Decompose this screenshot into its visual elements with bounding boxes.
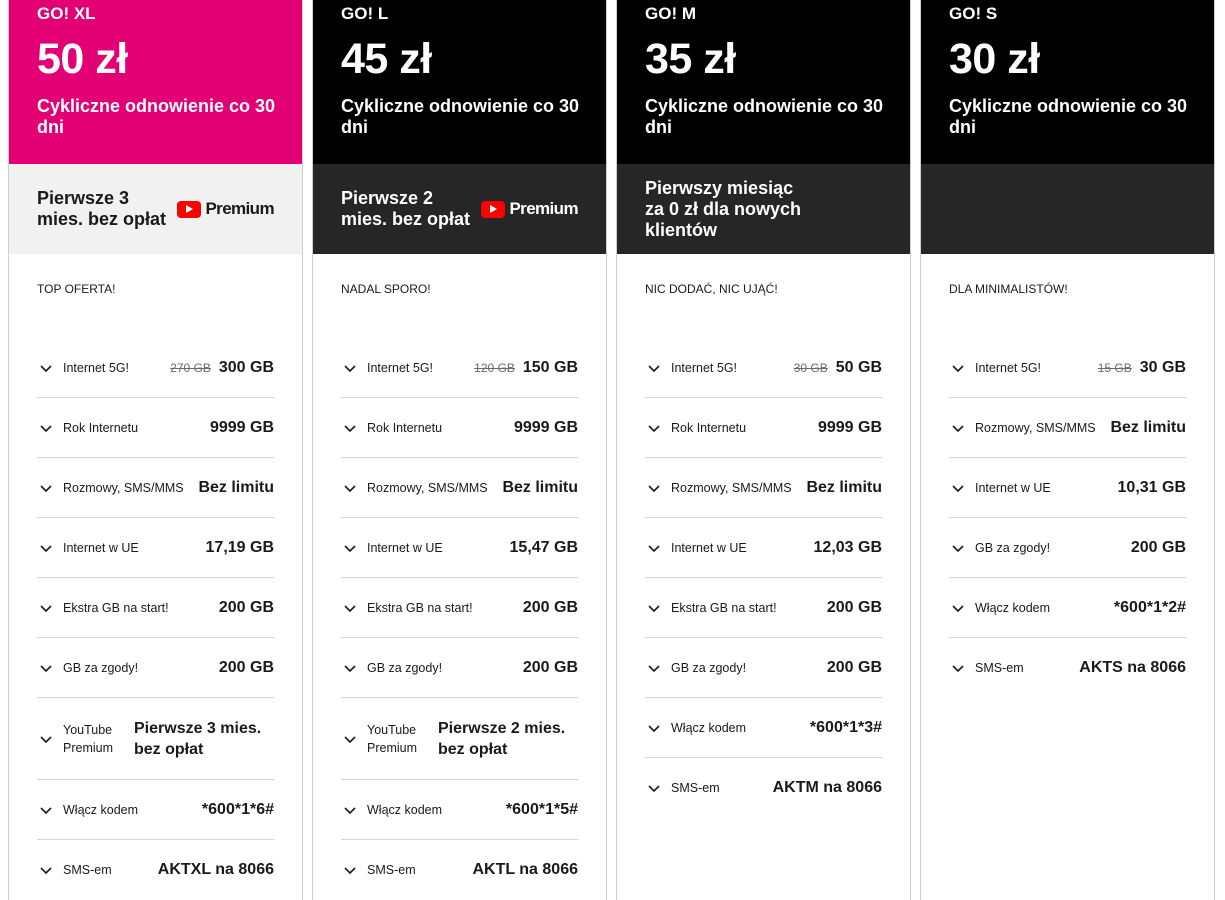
promo-text: Pierwsze 2 mies. bez opłat xyxy=(341,188,471,229)
feature-row[interactable] xyxy=(341,698,578,780)
chevron-down-icon[interactable] xyxy=(39,481,53,495)
chevron-down-icon[interactable] xyxy=(39,803,53,817)
plan-tagline: TOP OFERTA! xyxy=(37,282,116,296)
feature-left xyxy=(645,659,746,677)
youtube-premium-label: Premium xyxy=(509,199,578,218)
feature-left xyxy=(341,801,442,819)
feature-row[interactable] xyxy=(645,398,882,458)
youtube-premium-badge xyxy=(481,199,578,219)
feature-label: Rozmowy, SMS/MMS xyxy=(975,420,1096,435)
feature-list xyxy=(341,338,578,900)
youtube-play-icon xyxy=(177,201,201,218)
chevron-down-icon[interactable] xyxy=(647,781,661,795)
youtube-play-icon xyxy=(481,201,505,218)
chevron-down-icon[interactable] xyxy=(647,601,661,615)
feature-row[interactable] xyxy=(645,518,882,578)
feature-label: Internet w UE xyxy=(975,480,1051,495)
old-value: 30 GB xyxy=(793,360,828,375)
feature-row[interactable] xyxy=(949,338,1186,398)
feature-left xyxy=(37,801,138,819)
feature-left xyxy=(949,359,1041,377)
feature-value: AKTXL na 8066 xyxy=(157,861,274,878)
feature-label: Włącz kodem xyxy=(975,600,1051,615)
plan-name: GO! M xyxy=(645,4,696,23)
chevron-down-icon[interactable] xyxy=(39,661,53,675)
promo-text: Pierwsze 3 mies. bez opłat xyxy=(37,188,167,229)
feature-label: SMS-em xyxy=(367,863,416,877)
feature-value-group xyxy=(472,861,578,879)
plan-renewal: Cykliczne odnowienie co 30 dni xyxy=(949,96,1188,137)
plan-card-l xyxy=(312,0,607,900)
youtube-premium-badge xyxy=(177,199,274,219)
feature-value: 200 GB xyxy=(522,658,578,676)
feature-left xyxy=(949,599,1050,617)
feature-value: 9999 GB xyxy=(513,418,578,436)
feature-value-group xyxy=(1131,539,1186,557)
feature-left xyxy=(949,659,1024,677)
feature-row[interactable] xyxy=(645,638,882,698)
youtube-premium-label: Premium xyxy=(205,199,274,218)
feature-left xyxy=(37,659,138,677)
plan-name: GO! L xyxy=(341,4,389,23)
feature-value-group xyxy=(810,719,882,737)
feature-row[interactable] xyxy=(341,638,578,698)
feature-label: Internet 5G! xyxy=(367,360,434,375)
feature-label: YouTube Premium xyxy=(63,722,114,755)
feature-value-group xyxy=(1110,419,1186,437)
feature-row[interactable] xyxy=(341,578,578,638)
chevron-down-icon[interactable] xyxy=(343,361,357,375)
feature-value-group xyxy=(474,359,578,377)
feature-value-group xyxy=(438,718,578,760)
feature-left xyxy=(341,599,473,617)
feature-value: AKTS na 8066 xyxy=(1079,659,1186,676)
plan-card-xl xyxy=(8,0,303,900)
feature-row[interactable] xyxy=(37,698,274,780)
feature-value: Bez limitu xyxy=(198,478,274,496)
promo-banner xyxy=(313,164,606,254)
feature-value-group xyxy=(502,479,578,497)
feature-value-group xyxy=(514,419,578,437)
feature-value-group xyxy=(202,801,274,819)
feature-row[interactable] xyxy=(645,458,882,518)
feature-value-group xyxy=(506,801,578,819)
feature-value: AKTM na 8066 xyxy=(772,779,882,796)
feature-label: Rok Internetu xyxy=(671,420,747,435)
feature-left xyxy=(37,721,123,757)
feature-value-group xyxy=(773,779,882,797)
feature-value-group xyxy=(523,599,578,617)
feature-row[interactable] xyxy=(37,578,274,638)
feature-value: 200 GB xyxy=(826,658,882,676)
feature-value: Bez limitu xyxy=(502,478,578,496)
feature-label: Internet 5G! xyxy=(975,360,1042,375)
feature-left xyxy=(37,359,129,377)
feature-value-group xyxy=(198,479,274,497)
feature-left xyxy=(341,479,488,497)
feature-value-group xyxy=(219,659,274,677)
chevron-down-icon[interactable] xyxy=(647,721,661,735)
plan-tagline: DLA MINIMALISTÓW! xyxy=(949,282,1068,296)
promo-text: Pierwszy miesiąc za 0 zł dla nowych klientów xyxy=(645,177,802,240)
plan-price: 45 zł xyxy=(341,35,432,83)
chevron-down-icon[interactable] xyxy=(343,541,357,555)
feature-value: 150 GB xyxy=(522,358,578,376)
chevron-down-icon[interactable] xyxy=(951,421,965,435)
promo-banner xyxy=(9,164,302,254)
feature-row[interactable] xyxy=(37,780,274,840)
plan-price: 35 zł xyxy=(645,35,736,83)
feature-label: Rozmowy, SMS/MMS xyxy=(63,480,184,495)
feature-left xyxy=(341,359,433,377)
old-value: 120 GB xyxy=(474,360,515,375)
plan-name: GO! XL xyxy=(37,4,96,23)
chevron-down-icon[interactable] xyxy=(647,661,661,675)
chevron-down-icon[interactable] xyxy=(647,541,661,555)
feature-list xyxy=(37,338,274,900)
feature-value-group xyxy=(206,539,274,557)
feature-left xyxy=(341,539,443,557)
feature-left xyxy=(645,419,746,437)
feature-label: Rozmowy, SMS/MMS xyxy=(671,480,792,495)
feature-row[interactable] xyxy=(37,398,274,458)
feature-left xyxy=(949,539,1050,557)
feature-value: 10,31 GB xyxy=(1117,478,1186,496)
feature-left xyxy=(645,539,747,557)
plan-card-m xyxy=(616,0,911,900)
feature-value: 200 GB xyxy=(1130,538,1186,556)
chevron-down-icon[interactable] xyxy=(39,863,53,877)
feature-value-group xyxy=(170,359,274,377)
feature-value-group xyxy=(814,539,882,557)
feature-value-group xyxy=(510,539,578,557)
feature-label: Rok Internetu xyxy=(63,420,139,435)
chevron-down-icon[interactable] xyxy=(39,601,53,615)
feature-value: 17,19 GB xyxy=(205,538,274,556)
feature-value-group xyxy=(523,659,578,677)
chevron-down-icon[interactable] xyxy=(951,481,965,495)
feature-value: 200 GB xyxy=(826,598,882,616)
feature-row[interactable] xyxy=(37,338,274,398)
feature-row[interactable] xyxy=(341,338,578,398)
feature-left xyxy=(949,479,1051,497)
feature-left xyxy=(37,861,112,879)
feature-value: 200 GB xyxy=(218,598,274,616)
feature-value-group xyxy=(134,718,274,760)
plan-price: 50 zł xyxy=(37,35,128,83)
feature-left xyxy=(37,599,169,617)
chevron-down-icon[interactable] xyxy=(343,421,357,435)
chevron-down-icon[interactable] xyxy=(951,361,965,375)
feature-label: Włącz kodem xyxy=(671,720,747,735)
chevron-down-icon[interactable] xyxy=(343,803,357,817)
feature-value: Bez limitu xyxy=(806,478,882,496)
feature-label: GB za zgody! xyxy=(367,660,443,675)
feature-value-group xyxy=(210,419,274,437)
feature-label: YouTube Premium xyxy=(367,722,418,755)
feature-label: Internet 5G! xyxy=(671,360,738,375)
feature-value: *600*1*6# xyxy=(201,800,274,818)
plan-renewal: Cykliczne odnowienie co 30 dni xyxy=(645,96,884,137)
feature-label: Ekstra GB na start! xyxy=(671,600,777,615)
feature-value: AKTL na 8066 xyxy=(472,861,578,878)
feature-value: Pierwsze 3 mies. bez opłat xyxy=(134,719,262,758)
chevron-down-icon[interactable] xyxy=(39,361,53,375)
feature-value: 12,03 GB xyxy=(813,538,882,556)
feature-row[interactable] xyxy=(37,638,274,698)
feature-value-group xyxy=(794,359,882,377)
feature-row[interactable] xyxy=(341,840,578,900)
chevron-down-icon[interactable] xyxy=(343,863,357,877)
feature-value: 50 GB xyxy=(835,358,882,376)
chevron-down-icon[interactable] xyxy=(39,421,53,435)
chevron-down-icon[interactable] xyxy=(647,421,661,435)
feature-value: 9999 GB xyxy=(817,418,882,436)
feature-left xyxy=(949,419,1096,437)
feature-value-group xyxy=(827,659,882,677)
feature-row[interactable] xyxy=(645,338,882,398)
feature-row[interactable] xyxy=(949,458,1186,518)
promo-banner xyxy=(921,164,1214,254)
feature-value: 200 GB xyxy=(522,598,578,616)
plan-header xyxy=(313,0,606,164)
plan-header xyxy=(9,0,302,164)
feature-left xyxy=(37,539,139,557)
old-value: 15 GB xyxy=(1097,360,1132,375)
feature-left xyxy=(645,779,720,797)
feature-value-group xyxy=(1098,359,1186,377)
plan-price: 30 zł xyxy=(949,35,1040,83)
feature-value-group xyxy=(1114,599,1186,617)
feature-value: 300 GB xyxy=(218,358,274,376)
feature-left xyxy=(37,419,138,437)
feature-row[interactable] xyxy=(949,578,1186,638)
feature-left xyxy=(645,359,737,377)
feature-value: *600*1*3# xyxy=(809,718,882,736)
chevron-down-icon[interactable] xyxy=(343,732,357,746)
plan-tagline: NADAL SPORO! xyxy=(341,282,431,296)
feature-value: 9999 GB xyxy=(209,418,274,436)
feature-left xyxy=(341,659,442,677)
feature-label: Włącz kodem xyxy=(367,802,443,817)
feature-label: GB za zgody! xyxy=(671,660,747,675)
feature-left xyxy=(645,719,746,737)
chevron-down-icon[interactable] xyxy=(647,481,661,495)
feature-row[interactable] xyxy=(949,398,1186,458)
feature-value-group xyxy=(219,599,274,617)
plan-header xyxy=(617,0,910,164)
plan-card-s xyxy=(920,0,1215,900)
feature-value: Bez limitu xyxy=(1110,418,1186,436)
feature-left xyxy=(645,479,792,497)
feature-list xyxy=(949,338,1186,698)
chevron-down-icon[interactable] xyxy=(951,601,965,615)
feature-row[interactable] xyxy=(645,578,882,638)
feature-label: GB za zgody! xyxy=(975,540,1051,555)
feature-label: Internet 5G! xyxy=(63,360,130,375)
chevron-down-icon[interactable] xyxy=(343,661,357,675)
feature-value: *600*1*5# xyxy=(505,800,578,818)
feature-row[interactable] xyxy=(949,518,1186,578)
plan-header xyxy=(921,0,1214,164)
plan-renewal: Cykliczne odnowienie co 30 dni xyxy=(341,96,580,137)
feature-value: *600*1*2# xyxy=(1113,598,1186,616)
feature-row[interactable] xyxy=(37,840,274,900)
feature-row[interactable] xyxy=(341,780,578,840)
plan-renewal: Cykliczne odnowienie co 30 dni xyxy=(37,96,276,137)
feature-label: Ekstra GB na start! xyxy=(367,600,473,615)
feature-value-group xyxy=(806,479,882,497)
feature-left xyxy=(341,419,442,437)
feature-value-group xyxy=(1118,479,1186,497)
chevron-down-icon[interactable] xyxy=(343,481,357,495)
feature-label: Internet w UE xyxy=(63,540,139,555)
feature-row[interactable] xyxy=(949,638,1186,698)
feature-label: GB za zgody! xyxy=(63,660,139,675)
feature-value: 15,47 GB xyxy=(509,538,578,556)
feature-left xyxy=(341,721,427,757)
chevron-down-icon[interactable] xyxy=(39,732,53,746)
feature-label: Internet w UE xyxy=(671,540,747,555)
chevron-down-icon[interactable] xyxy=(647,361,661,375)
feature-list xyxy=(645,338,882,818)
feature-value-group xyxy=(818,419,882,437)
feature-label: Włącz kodem xyxy=(63,802,139,817)
feature-row[interactable] xyxy=(341,458,578,518)
feature-left xyxy=(645,599,777,617)
chevron-down-icon[interactable] xyxy=(343,601,357,615)
feature-left xyxy=(341,861,416,879)
feature-row[interactable] xyxy=(37,518,274,578)
feature-label: SMS-em xyxy=(975,661,1024,675)
chevron-down-icon[interactable] xyxy=(951,661,965,675)
feature-value-group xyxy=(1079,659,1186,677)
feature-label: Rok Internetu xyxy=(367,420,443,435)
feature-row[interactable] xyxy=(645,758,882,818)
feature-value: Pierwsze 2 mies. bez opłat xyxy=(438,719,566,758)
feature-value: 200 GB xyxy=(218,658,274,676)
feature-value-group xyxy=(827,599,882,617)
feature-row[interactable] xyxy=(37,458,274,518)
feature-value: 30 GB xyxy=(1139,358,1186,376)
feature-label: SMS-em xyxy=(671,781,720,795)
feature-label: Internet w UE xyxy=(367,540,443,555)
feature-row[interactable] xyxy=(341,518,578,578)
feature-left xyxy=(37,479,184,497)
old-value: 270 GB xyxy=(170,360,211,375)
chevron-down-icon[interactable] xyxy=(39,541,53,555)
feature-row[interactable] xyxy=(341,398,578,458)
feature-value-group xyxy=(158,861,274,879)
plan-name: GO! S xyxy=(949,4,998,23)
feature-row[interactable] xyxy=(645,698,882,758)
feature-label: SMS-em xyxy=(63,863,112,877)
chevron-down-icon[interactable] xyxy=(951,541,965,555)
promo-banner xyxy=(617,164,910,254)
feature-label: Ekstra GB na start! xyxy=(63,600,169,615)
plan-tagline: NIC DODAĆ, NIC UJĄĆ! xyxy=(645,282,778,296)
feature-label: Rozmowy, SMS/MMS xyxy=(367,480,488,495)
